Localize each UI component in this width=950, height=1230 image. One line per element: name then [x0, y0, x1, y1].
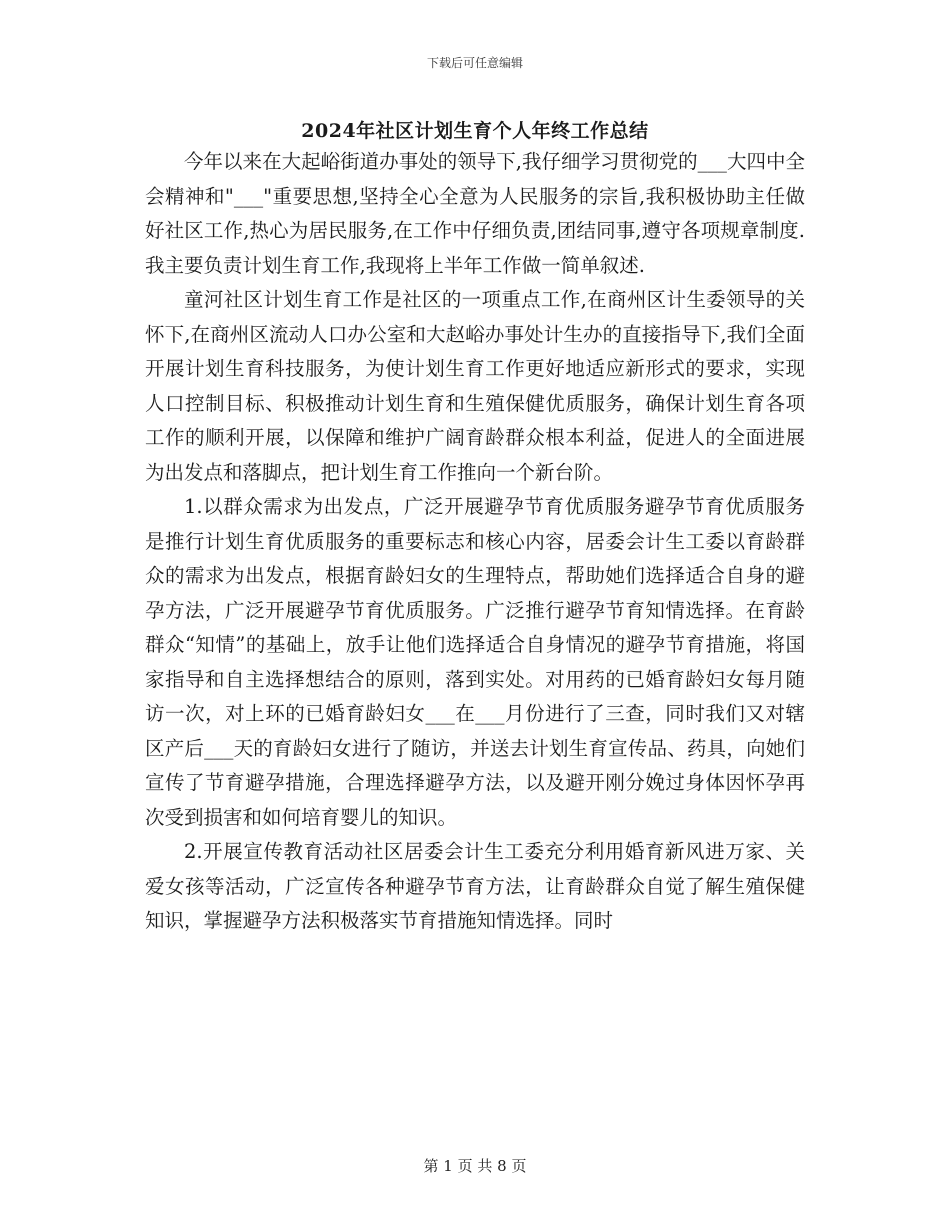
paragraph-overview: 童河社区计划生育工作是社区的一项重点工作,在商州区计生委领导的关怀下,在商州区流动人口办公室和大赵峪办事处计生办的直接指导下,我们全面开展计划生育科技服务，为使计划生育工作更好地适应新形式的要求，实现人口控制目标、积极推动计划生育和生殖保健优质服务，确保计划生育各项工作的顺利开展，以保障和维护广阔育龄群众根本利益，促进人的全面进展为出发点和落脚点，把计划生育工作推向一个新台阶。 [145, 288, 805, 484]
document-title: 2024年社区计划生育个人年终工作总结 [301, 120, 649, 142]
paragraph-intro: 今年以来在大起峪街道办事处的领导下,我仔细学习贯彻党的___大四中全会精神和"___"重要思想,坚持全心全意为人民服务的宗旨,我积极协助主任做好社区工作,热心为居民服务,在工作中仔细负责,团结同事,遵守各项规章制度.我主要负责计划生育工作,我现将上半年工作做一简单叙述. [145, 150, 805, 277]
header-note: 下载后可任意编辑 [426, 56, 523, 70]
document-body [145, 145, 805, 939]
page-number: 第 1 页 共 8 页 [423, 1157, 527, 1175]
paragraph-item-1: 1.以群众需求为出发点，广泛开展避孕节育优质服务避孕节育优质服务是推行计划生育优质服务的重要标志和核心内容，居委会计生工委以育龄群众的需求为出发点，根据育龄妇女的生理特点，帮助她们选择适合自身的避孕方法，广泛开展避孕节育优质服务。广泛推行避孕节育知情选择。在育龄群众“知情”的基础上，放手让他们选择适合自身情况的避孕节育措施，将国家指导和自主选择想结合的原则，落到实处。对用药的已婚育龄妇女每月随访一次，对上环的已婚育龄妇女___在___月份进行了三查，同时我们又对辖区产后___天的育龄妇女进行了随访，并送去计划生育宣传品、药具，向她们宣传了节育避孕措施，合理选择避孕方法，以及避开刚分娩过身体因怀孕再次受到损害和如何培育婴儿的知识。 [145, 495, 805, 829]
paragraph-item-2: 2.开展宣传教育活动社区居委会计生工委充分利用婚育新风进万家、关爱女孩等活动，广泛宣传各种避孕节育方法，让育龄群众自觉了解生殖保健知识，掌握避孕方法积极落实节育措施知情选择。同时 [145, 840, 805, 932]
